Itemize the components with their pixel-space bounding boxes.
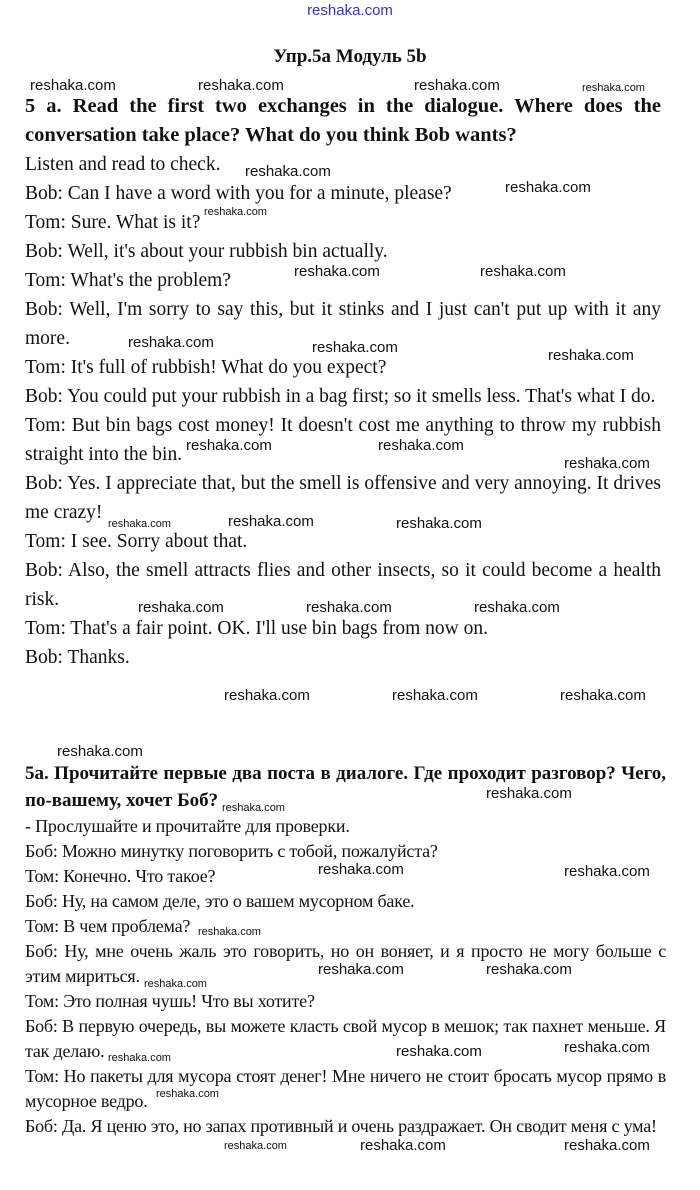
watermark: reshaka.com (138, 599, 224, 616)
watermark: reshaka.com (57, 743, 143, 760)
dialogue-line: Tom: That's a fair point. OK. I'll use bin bags from now on. (25, 618, 488, 639)
watermark: reshaka.com (224, 1140, 287, 1152)
watermark: reshaka.com (144, 978, 207, 990)
watermark: reshaka.com (396, 1043, 482, 1060)
watermark: reshaka.com (474, 599, 560, 616)
watermark: reshaka.com (564, 1039, 650, 1056)
dialogue-line: Tom: Sure. What is it? (25, 212, 201, 233)
watermark: reshaka.com (312, 339, 398, 356)
dialogue-line: Том: В чем проблема? (25, 916, 191, 936)
watermark: reshaka.com (245, 163, 331, 180)
english-question: 5 a. Read the first two exchanges in the dialogue. Where does the conversation take place? What do you think Bob wants? (25, 95, 661, 146)
dialogue-line: Боб: Можно минутку поговорить с тобой, пожалуйста? (25, 841, 438, 861)
dialogue-line: Bob: Well, I'm sorry to say this, but it stinks and I just can't put up with it any more. (25, 299, 661, 349)
dialogue-line: Боб: В первую очередь, вы можете класть свой мусор в мешок; так пахнет меньше. Я так делаю. (25, 1016, 666, 1061)
dialogue-line: Том: Но пакеты для мусора стоят денег! Мне ничего не стоит бросать мусор прямо в мусорное ведро. (25, 1066, 666, 1111)
watermark: reshaka.com (228, 513, 314, 530)
dialogue-line: - Прослушайте и прочитайте для проверки. (25, 816, 350, 836)
page-title: Упр.5a Модуль 5b (273, 46, 427, 67)
dialogue-line: Том: Это полная чушь! Что вы хотите? (25, 991, 315, 1011)
dialogue-line: Боб: Ну, на самом деле, это о вашем мусорном баке. (25, 891, 415, 911)
watermark: reshaka.com (378, 437, 464, 454)
dialogue-line: Bob: Yes. I appreciate that, but the smell is offensive and very annoying. It drives me crazy! (25, 473, 661, 523)
watermark: reshaka.com (128, 334, 214, 351)
russian-section (25, 760, 666, 1139)
dialogue-line: Listen and read to check. (25, 154, 221, 175)
watermark: reshaka.com (486, 785, 572, 802)
dialogue-line: Bob: Well, it's about your rubbish bin actually. (25, 241, 388, 262)
russian-question: 5a. Прочитайте первые два поста в диалоге. Где проходит разговор? Чего, по-вашему, хочет Боб? (25, 763, 666, 811)
watermark: reshaka.com (505, 179, 591, 196)
watermark: reshaka.com (564, 863, 650, 880)
watermark: reshaka.com (186, 437, 272, 454)
watermark: reshaka.com (392, 687, 478, 704)
dialogue-line: Bob: Also, the smell attracts flies and other insects, so it could become a health risk. (25, 560, 661, 610)
watermark: reshaka.com (414, 77, 500, 94)
dialogue-line: Tom: It's full of rubbish! What do you expect? (25, 357, 387, 378)
watermark: reshaka.com (224, 687, 310, 704)
dialogue-line: Tom: But bin bags cost money! It doesn't cost me anything to throw my rubbish straight into the bin. (25, 415, 661, 465)
watermark: reshaka.com (564, 1137, 650, 1154)
dialogue-line: Боб: Ну, мне очень жаль это говорить, но он воняет, и я просто не могу больше с этим мириться. (25, 941, 666, 986)
watermark: reshaka.com (360, 1137, 446, 1154)
dialogue-line: Bob: You could put your rubbish in a bag first; so it smells less. That's what I do. (25, 386, 656, 407)
watermark: reshaka.com (396, 515, 482, 532)
watermark: reshaka.com (480, 263, 566, 280)
watermark: reshaka.com (204, 206, 267, 218)
watermark: reshaka.com (108, 518, 171, 530)
watermark: reshaka.com (560, 687, 646, 704)
dialogue-line: Том: Конечно. Что такое? (25, 866, 216, 886)
watermark: reshaka.com (222, 802, 285, 814)
watermark: reshaka.com (198, 77, 284, 94)
watermark: reshaka.com (318, 961, 404, 978)
dialogue-line: Боб: Да. Я ценю это, но запах противный и очень раздражает. Он сводит меня с ума! (25, 1116, 657, 1136)
site-watermark-link[interactable]: reshaka.com (307, 2, 393, 19)
watermark: reshaka.com (582, 82, 645, 94)
watermark: reshaka.com (306, 599, 392, 616)
watermark: reshaka.com (156, 1088, 219, 1100)
watermark: reshaka.com (108, 1052, 171, 1064)
dialogue-line: Tom: I see. Sorry about that. (25, 531, 248, 552)
dialogue-line: Bob: Can I have a word with you for a minute, please? (25, 183, 452, 204)
watermark: reshaka.com (486, 961, 572, 978)
dialogue-line: Tom: What's the problem? (25, 270, 231, 291)
watermark: reshaka.com (318, 861, 404, 878)
dialogue-line: Bob: Thanks. (25, 647, 130, 668)
watermark: reshaka.com (30, 77, 116, 94)
watermark: reshaka.com (564, 455, 650, 472)
watermark: reshaka.com (294, 263, 380, 280)
watermark: reshaka.com (198, 926, 261, 938)
watermark: reshaka.com (548, 347, 634, 364)
